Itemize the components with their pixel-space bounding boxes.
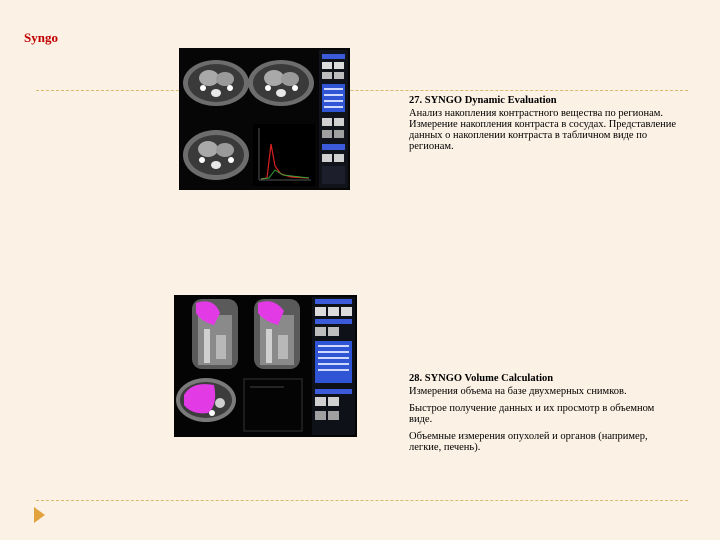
dynamic-evaluation-image: [179, 48, 350, 190]
dynamic-evaluation-screenshot: [179, 48, 350, 190]
bottom-divider: [36, 500, 688, 501]
top-divider: [36, 90, 688, 91]
slide-title: Syngo: [24, 30, 58, 45]
next-arrow-icon[interactable]: [34, 507, 45, 523]
dynamic-evaluation-text: [409, 95, 679, 158]
section-heading: 28. SYNGO Volume Calculation: [409, 373, 554, 384]
volume-calculation-screenshot: [174, 295, 357, 437]
volume-calculation-image: [174, 295, 357, 437]
section-description: Анализ накопления контрастного вещества по регионам. Измерение накопления контраста в сосудах. Представление данных о накоплении контраста в табличном виде по регионам.: [409, 108, 677, 152]
section-paragraph: Объемные измерения опухолей и органов (например, легкие, печень).: [409, 431, 648, 453]
section-paragraph: Измерения объема на базе двухмерных снимков.: [409, 386, 627, 397]
section-heading: 27. SYNGO Dynamic Evaluation: [409, 95, 557, 106]
section-paragraph: Быстрое получение данных и их просмотр в объемном виде.: [409, 403, 655, 425]
volume-calculation-text: [409, 373, 679, 459]
